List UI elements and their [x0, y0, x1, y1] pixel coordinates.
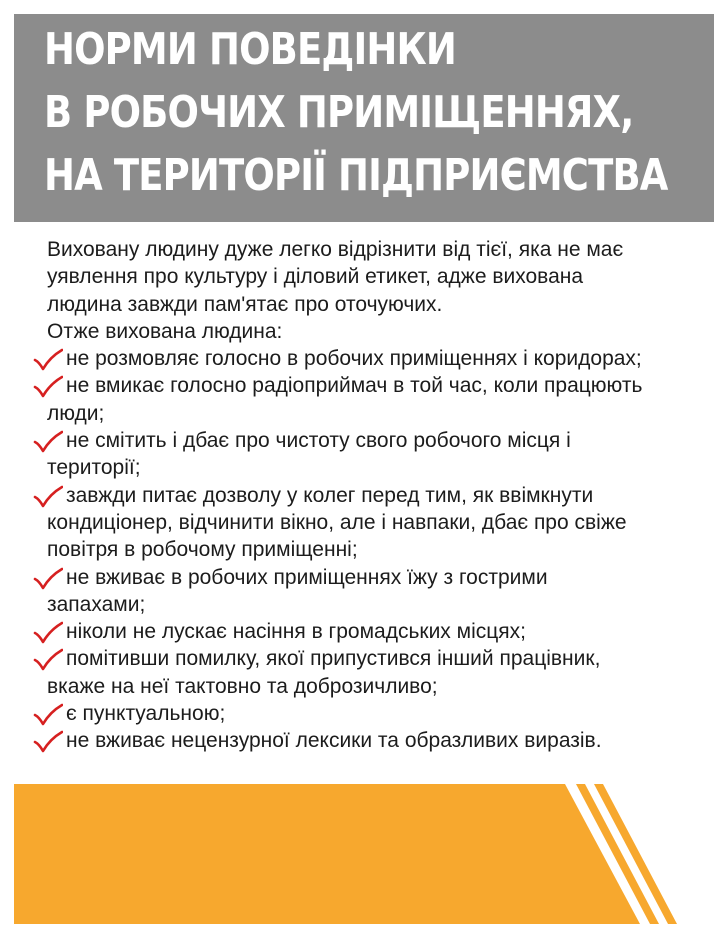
intro-line: уявлення про культуру і діловий етикет, адже вихована [47, 265, 584, 289]
rule-item [36, 427, 696, 482]
check-icon [33, 375, 63, 399]
check-icon [33, 485, 63, 509]
intro-line: Виховану людину дуже легко відрізнити від тієї, яка не має [47, 238, 624, 261]
check-icon [33, 703, 63, 727]
rule-item [36, 345, 696, 372]
rule-text-line: завжди питає дозволу у колег перед тим, як ввімкнути [66, 483, 594, 507]
title-line-1: НОРМИ ПОВЕДІНКИ [44, 24, 456, 75]
rule-item [36, 700, 696, 727]
rule-text-line: люди; [47, 401, 105, 425]
title-line-3: НА ТЕРИТОРІЇ ПІДПРИЄМСТВА [44, 150, 668, 201]
rule-text-line: не вживає нецензурної лексики та образливих виразів. [66, 729, 602, 753]
rule-item [36, 618, 696, 645]
rule-text-line: запахами; [47, 592, 146, 616]
rule-text-line: повітря в робочому приміщенні; [47, 538, 358, 562]
main-content [36, 236, 696, 755]
rule-text-line: не розмовляє голосно в робочих приміщеннях і коридорах; [66, 347, 642, 371]
rule-text-line: помітивши помилку, якої припустився інший працівник, [66, 647, 601, 671]
rules-list [36, 345, 696, 754]
intro-line: людина завжди пам'ятає про оточуючих. [47, 292, 443, 316]
intro-lead-in: Отже вихована людина: [47, 319, 283, 343]
rule-item [36, 482, 696, 564]
orange-band [14, 784, 640, 924]
rule-text-line: є пунктуальною; [66, 702, 226, 726]
check-icon [33, 621, 63, 645]
rule-text-line: не смітить і дбає про чистоту свого робочого місця і [66, 429, 571, 453]
check-icon [33, 430, 63, 454]
intro-paragraph [36, 236, 696, 345]
rule-text-line: не вживає в робочих приміщеннях їжу з гострими [66, 565, 548, 589]
check-icon [33, 567, 63, 591]
footer-decor [14, 784, 714, 924]
rule-text-line: не вмикає голосно радіоприймач в той час, коли працюють [66, 374, 643, 398]
rule-text-line: ніколи не лускає насіння в громадських місцях; [66, 620, 526, 644]
rule-text-line: вкаже на неї тактовно та доброзичливо; [47, 674, 438, 698]
rule-item [36, 372, 696, 427]
check-icon [33, 648, 63, 672]
rule-item [36, 645, 696, 700]
check-icon [33, 348, 63, 372]
rule-text-line: території; [47, 456, 141, 480]
title-banner [14, 14, 714, 222]
title-line-2: В РОБОЧИХ ПРИМІЩЕННЯХ, [44, 87, 634, 138]
check-icon [33, 730, 63, 754]
rule-item [36, 727, 696, 754]
rule-text-line: кондиціонер, відчинити вікно, але і навпаки, дбає про свіже [47, 510, 627, 534]
rule-item [36, 564, 696, 619]
